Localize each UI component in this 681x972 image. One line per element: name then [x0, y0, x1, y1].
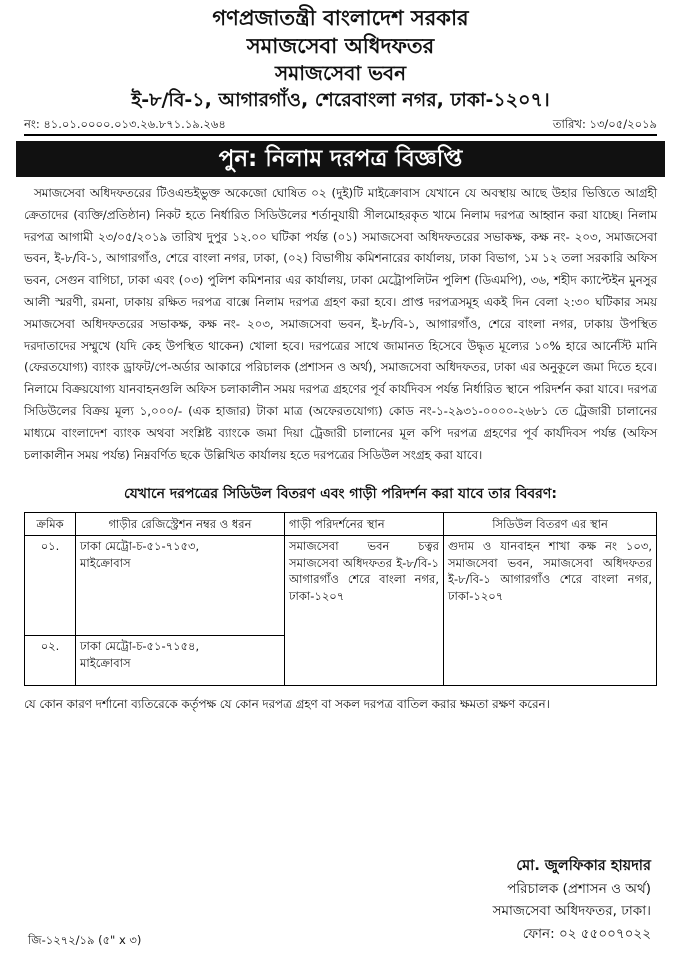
- col-serial: ক্রমিক: [25, 513, 76, 536]
- notice-body: সমাজসেবা অধিদফতরের টিওএন্ডইভুক্ত অকেজো ঘোষিত ০২ (দুই)টি মাইক্রোবাস যেখানে যে অবস্থায় আছে উহার ভিত্তিতে আগ্রহী ক্রেতাদের (ব্যক্তি/প্রতিষ্ঠান) নিকট হতে নির্ধারিত সিডিউলের শর্তানুযায়ী সীলমোহরকৃত খামে নিলাম দরপত্র আহ্বান করা যাচ্ছে। নিলাম দরপত্র আগামী ২৩/০৫/২০১৯ তারিখ দুপুর ১২.০০ ঘটিকা পর্যন্ত (০১) সমাজসেবা অধিদফতরের সভাকক্ষ, কক্ষ নং- ২০৩, সমাজসেবা ভবন, ই-৮/বি-১, আগারগাঁও, শেরে বাংলা নগর, ঢাকা, (০২) বিভাগীয় কমিশনারের কার্যালয়, ঢাকা বিভাগ, ১ম ১২ তলা সরকারি অফিস ভবন, সেগুন বাগিচা, ঢাকা এবং (০৩) পুলিশ কমিশনার এর কার্যালয়, ঢাকা মেট্রোপলিটন পুলিশ (ডিএমপি), ৩৬, শহীদ ক্যাপ্টেইন মুনসুর আলী স্মরণী, রমনা, ঢাকায় রক্ষিত দরপত্র বাক্সে নিলাম দরপত্র গ্রহণ করা হবে। প্রাপ্ত দরপত্রসমূহ একই দিন বেলা ২:৩০ ঘটিকার সময় সমাজসেবা অধিদফতরের সভাকক্ষ, কক্ষ নং- ২০৩, সমাজসেবা ভবন, ই-৮/বি-১, আগারগাঁও, শেরে বাংলা নগর, ঢাকায় উপস্থিত দরদাতাদের সম্মুখে (যদি কেহ উপস্থিত থাকেন) খোলা হবে। দরপত্রের সাথে জামানত হিসেবে উদ্ধৃত মূল্যের ১০% হারে আর্নেস্টি মানি (ফেরতযোগ্য) ব্যাংক ড্রাফট/পে-অর্ডার আকারে পরিচালক (প্রশাসন ও অর্থ), সমাজসেবা অধিদফতর, ঢাকা এর অনুকূলে জমা দিতে হবে। নিলামে বিক্রয়যোগ্য যানবাহনগুলি অফিস চলাকালীন সময় দরপত্র গ্রহণের পূর্ব কার্যদিবস পর্যন্ত নির্ধারিত স্থানে পরিদর্শন করা যাবে। দরপত্র সিডিউলের বিক্রয় মূল্য ১,০০০/- (এক হাজার) টাকা মাত্র (অফেরতযোগ্য) কোড নং-১-২৯৩১-০০০০-২৬৮১ তে ট্রেজারী চালানের মাধ্যমে বাংলাদেশ ব্যাংক অথবা সংশ্লিষ্ট ব্যাংকে জমা দিয়া ট্রেজারী চালানের মূল কপি দরপত্র গ্রহণের পূর্ব কার্যদিবস পর্যন্ত (অফিস চলাকালীন সময় পর্যন্ত) নিম্নবর্ণিত ছকে উল্লিখিত কার্যালয় হতে দরপত্রের সিডিউল সংগ্রহ করা যাবে।: [24, 186, 657, 462]
- address: ই-৮/বি-১, আগারগাঁও, শেরেবাংলা নগর, ঢাকা-১২০৭।: [131, 89, 550, 111]
- col-schedule-place: সিডিউল বিতরণ এর স্থান: [444, 513, 657, 536]
- table-header-row: [25, 513, 657, 536]
- government-name: গণপ্রজাতন্ত্রী বাংলাদেশ সরকার: [212, 6, 469, 30]
- col-vehicle: গাড়ীর রেজিস্ট্রেশন নম্বর ও ধরন: [76, 513, 285, 536]
- table-heading: যেখানে দরপত্রের সিডিউল বিতরণ এবং গাড়ী পরিদর্শন করা যাবে তার বিবরণ:: [124, 486, 557, 503]
- signatory-name: মো. জুলফিকার হায়দার: [516, 858, 651, 874]
- vehicle-reg: ঢাকা মেট্রো-চ-৫১-৭১৫৪,: [80, 639, 200, 654]
- row-serial: ০১.: [25, 536, 76, 636]
- inspection-place-cell: সমাজসেবা ভবন চত্বর সমাজসেবা অধিদফতর ই-৮/বি-১ আগারগাঁও শেরে বাংলা নগর, ঢাকা-১২০৭: [285, 536, 444, 686]
- table-row: [25, 536, 657, 636]
- col-inspection-place: গাড়ী পরিদর্শনের স্থান: [285, 513, 444, 536]
- schedule-table: [24, 512, 657, 686]
- signatory-phone: ফোন: ০২ ৫৫০০৭০২২: [522, 925, 651, 942]
- memo-number: নং: ৪১.০১.০০০০.০১৩.২৬.৮৭১.১৯.২৬৪: [24, 117, 226, 131]
- letterhead: [24, 0, 657, 114]
- ad-code: জি-১২৭২/১৯ (৫" x ৩): [28, 933, 142, 947]
- header-divider: [24, 134, 657, 136]
- department-name: সমাজসেবা অধিদফতর: [246, 34, 435, 58]
- row-vehicle: [76, 636, 285, 686]
- signatory-designation: পরিচালক (প্রশাসন ও অর্থ): [507, 880, 651, 897]
- vehicle-type: মাইক্রোবাস: [80, 555, 131, 570]
- schedule-place-cell: গুদাম ও যানবাহন শাখা কক্ষ নং ১০৩, সমাজসেবা ভবন, সমাজসেবা অধিদফতর ই-৮/বি-১ আগারগাঁও শেরে বাংলা নগর, ঢাকা-১২০৭: [444, 536, 657, 686]
- building-name: সমাজসেবা ভবন: [274, 61, 407, 85]
- row-serial: ০২.: [25, 636, 76, 686]
- row-vehicle: [76, 536, 285, 636]
- signatory-office: সমাজসেবা অধিদফতর, ঢাকা।: [492, 903, 651, 919]
- notice-title: পুন: নিলাম দরপত্র বিজ্ঞপ্তি: [16, 141, 665, 177]
- memo-date: তারিখ: ১৩/০৫/২০১৯: [552, 117, 657, 131]
- memo-row: [24, 116, 657, 132]
- vehicle-reg: ঢাকা মেট্রো-চ-৫১-৭১৫৩,: [80, 539, 200, 554]
- signature-block: [493, 855, 651, 945]
- vehicle-type: মাইক্রোবাস: [80, 655, 131, 670]
- authority-notice: যে কোন কারণ দর্শানো ব্যতিরেকে কর্তৃপক্ষ যে কোন দরপত্র গ্রহণ বা সকল দরপত্র বাতিল করার ক্ষমতা রক্ষণ করেন।: [24, 697, 550, 712]
